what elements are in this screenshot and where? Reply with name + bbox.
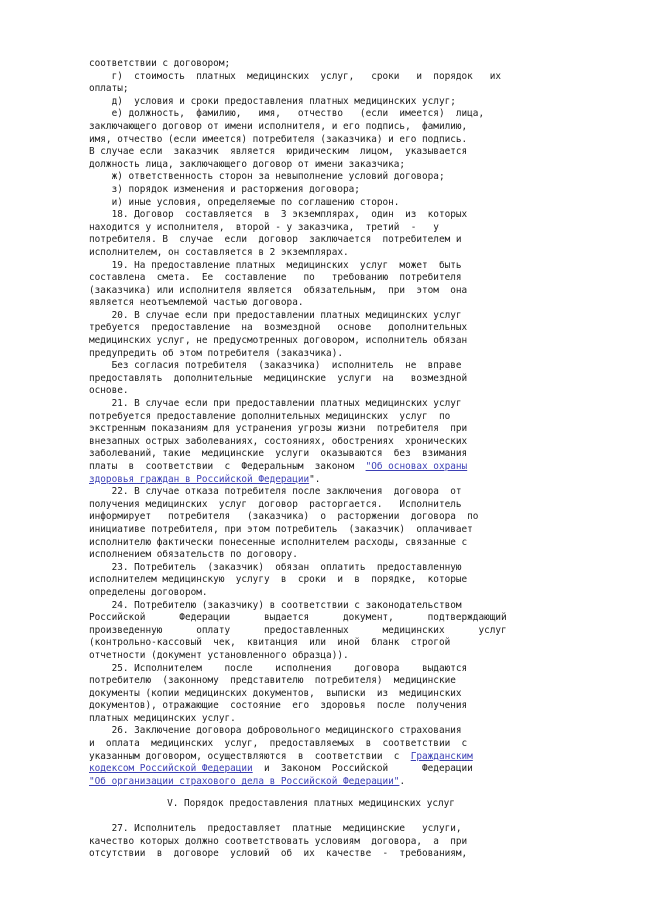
text-line: произведенную оплату предоставленных медицинских услуг [89, 624, 507, 636]
text-line: 23. Потребитель (заказчик) обязан оплатить предоставленную [89, 561, 462, 573]
section-heading: V. Порядок предоставления платных медицинских услуг [167, 798, 455, 810]
text-line: находится у исполнителя, второй - у заказчика, третий - у [89, 221, 439, 233]
text-span: указанным договором, осуществляются в соответствии с [89, 750, 411, 762]
link-insurance-law[interactable]: "Об организации страхового дела в Российской Федерации" [89, 775, 400, 787]
text-line [89, 474, 533, 487]
text-line: потребителя. В случае если договор заключается потребителем и [89, 234, 462, 246]
text-line: 18. Договор составляется в 3 экземплярах, один из которых [89, 209, 468, 221]
text-line: 26. Заключение договора добровольного медицинского страхования [89, 725, 462, 737]
text-line: 21. В случае если при предоставлении платных медицинских услуг [89, 398, 462, 410]
text-line [89, 461, 533, 474]
text-line: и оплата медицинских услуг, предоставляемых в соответствии с [89, 738, 468, 750]
text-line: и) иные условия, определяемые по соглашению сторон. [89, 196, 400, 208]
text-line: документы (копии медицинских документов, выписки из медицинских [89, 687, 462, 699]
text-line: определены договором. [89, 586, 208, 598]
text-line: медицинских услуг, не предусмотренных договором, исполнитель обязан [89, 335, 468, 347]
text-line: оплаты; [89, 83, 129, 95]
text-line: инициативе потребителя, при этом потребитель (заказчик) оплачивает [89, 523, 473, 535]
text-line: внезапных острых заболеваниях, состояниях, обострениях хронических [89, 435, 468, 447]
text-line: 25. Исполнителем после исполнения договора выдаются [89, 662, 468, 674]
paragraphs-block-b [89, 486, 533, 750]
link-civil-code-cont[interactable]: кодексом Российской Федерации [89, 763, 253, 775]
text-line: основе. [89, 385, 129, 397]
document-page [89, 58, 533, 861]
text-line: Без согласия потребителя (заказчика) исполнитель не вправе [89, 360, 462, 372]
link-law-health-protection[interactable]: "Об основах охраны [365, 461, 468, 472]
text-line: исполнителю фактически понесенные исполнителем расходы, связанные с [89, 536, 468, 548]
text-line: ж) ответственность сторон за невыполнение условий договора; [89, 171, 445, 183]
text-line: отчетности (документ установленного образца)). [89, 649, 349, 661]
paragraphs-block-c [89, 823, 533, 861]
text-line: В случае если заказчик является юридическим лицом, указывается [89, 146, 468, 158]
text-line: 19. На предоставление платных медицинских услуг может быть [89, 259, 462, 271]
text-line: е) должность, фамилию, имя, отчество (если имеется) лица, [89, 108, 485, 120]
text-line: исполнителем, он составляется в 2 экземплярах. [89, 246, 349, 258]
text-line: документов), отражающие состояние его здоровья после получения [89, 700, 468, 712]
text-line [89, 763, 533, 776]
text-span: платы в соответствии с Федеральным законом [89, 461, 366, 472]
text-line [89, 751, 533, 764]
text-line: 22. В случае отказа потребителя после заключения договора от [89, 486, 462, 498]
text-line: отсутствии в договоре условий об их качестве - требованиям, [89, 848, 468, 860]
text-line: г) стоимость платных медицинских услуг, сроки и порядок их [89, 70, 502, 82]
text-line: получения медицинских услуг договор расторгается. Исполнитель [89, 498, 462, 510]
text-line: заболеваний, такие медицинские услуги оказываются без взимания [89, 448, 468, 460]
text-line: исполнителем медицинскую услугу в сроки и в порядке, которые [89, 574, 468, 586]
text-line: предоставлять дополнительные медицинские услуги на возмездной [89, 372, 468, 384]
text-line: д) условия и сроки предоставления платных медицинских услуг; [89, 95, 456, 107]
link-law-health-protection-cont[interactable]: здоровья граждан в Российской Федерации [89, 473, 310, 485]
text-line: информирует потребителя (заказчика) о расторжении договора по [89, 511, 479, 523]
text-span: и Законом Российской Федерации [252, 763, 473, 775]
text-line: (заказчика) или исполнителя является обязательным, при этом она [89, 284, 468, 296]
text-line: з) порядок изменения и расторжения договора; [89, 183, 360, 195]
text-line: требуется предоставление на возмездной основе дополнительных [89, 322, 468, 334]
text-line: заключающего договор от имени исполнителя, и его подпись, фамилию, [89, 120, 468, 132]
text-line: имя, отчество (если имеется) потребителя (заказчика) и его подпись. [89, 133, 468, 145]
text-line: платных медицинских услуг. [89, 712, 236, 724]
text-line: соответствии с договором; [89, 58, 231, 69]
text-line: (контрольно-кассовый чек, квитанция или иной бланк строгой [89, 637, 451, 649]
text-line: экстренным показаниям для устранения угрозы жизни потребителя при [89, 423, 468, 435]
text-line: исполнением обязательств по договору. [89, 549, 298, 561]
text-line: качество которых должно соответствовать условиям договора, а при [89, 835, 468, 847]
text-line: 20. В случае если при предоставлении платных медицинских услуг [89, 309, 462, 321]
text-span: ". [309, 473, 321, 485]
text-line: предупредить об этом потребителя (заказчика). [89, 347, 343, 359]
text-line: потребуется предоставление дополнительных медицинских услуг по [89, 410, 451, 422]
text-line: 24. Потребителю (заказчику) в соответствии с законодательством [89, 599, 462, 611]
text-line: является неотъемлемой частью договора. [89, 297, 304, 309]
text-line [89, 776, 533, 789]
paragraphs-block-a [89, 58, 533, 461]
text-span: . [399, 775, 406, 787]
text-line: 27. Исполнитель предоставляет платные медицинские услуги, [89, 823, 462, 835]
text-line: Российской Федерации выдается документ, подтверждающий [89, 612, 507, 624]
text-line: потребителю (законному представителю потребителя) медицинские [89, 675, 456, 687]
text-line: должность лица, заключающего договор от имени заказчика; [89, 158, 406, 170]
link-civil-code[interactable]: Гражданским [410, 750, 473, 762]
text-line: составлена смета. Ее составление по требованию потребителя [89, 272, 462, 284]
